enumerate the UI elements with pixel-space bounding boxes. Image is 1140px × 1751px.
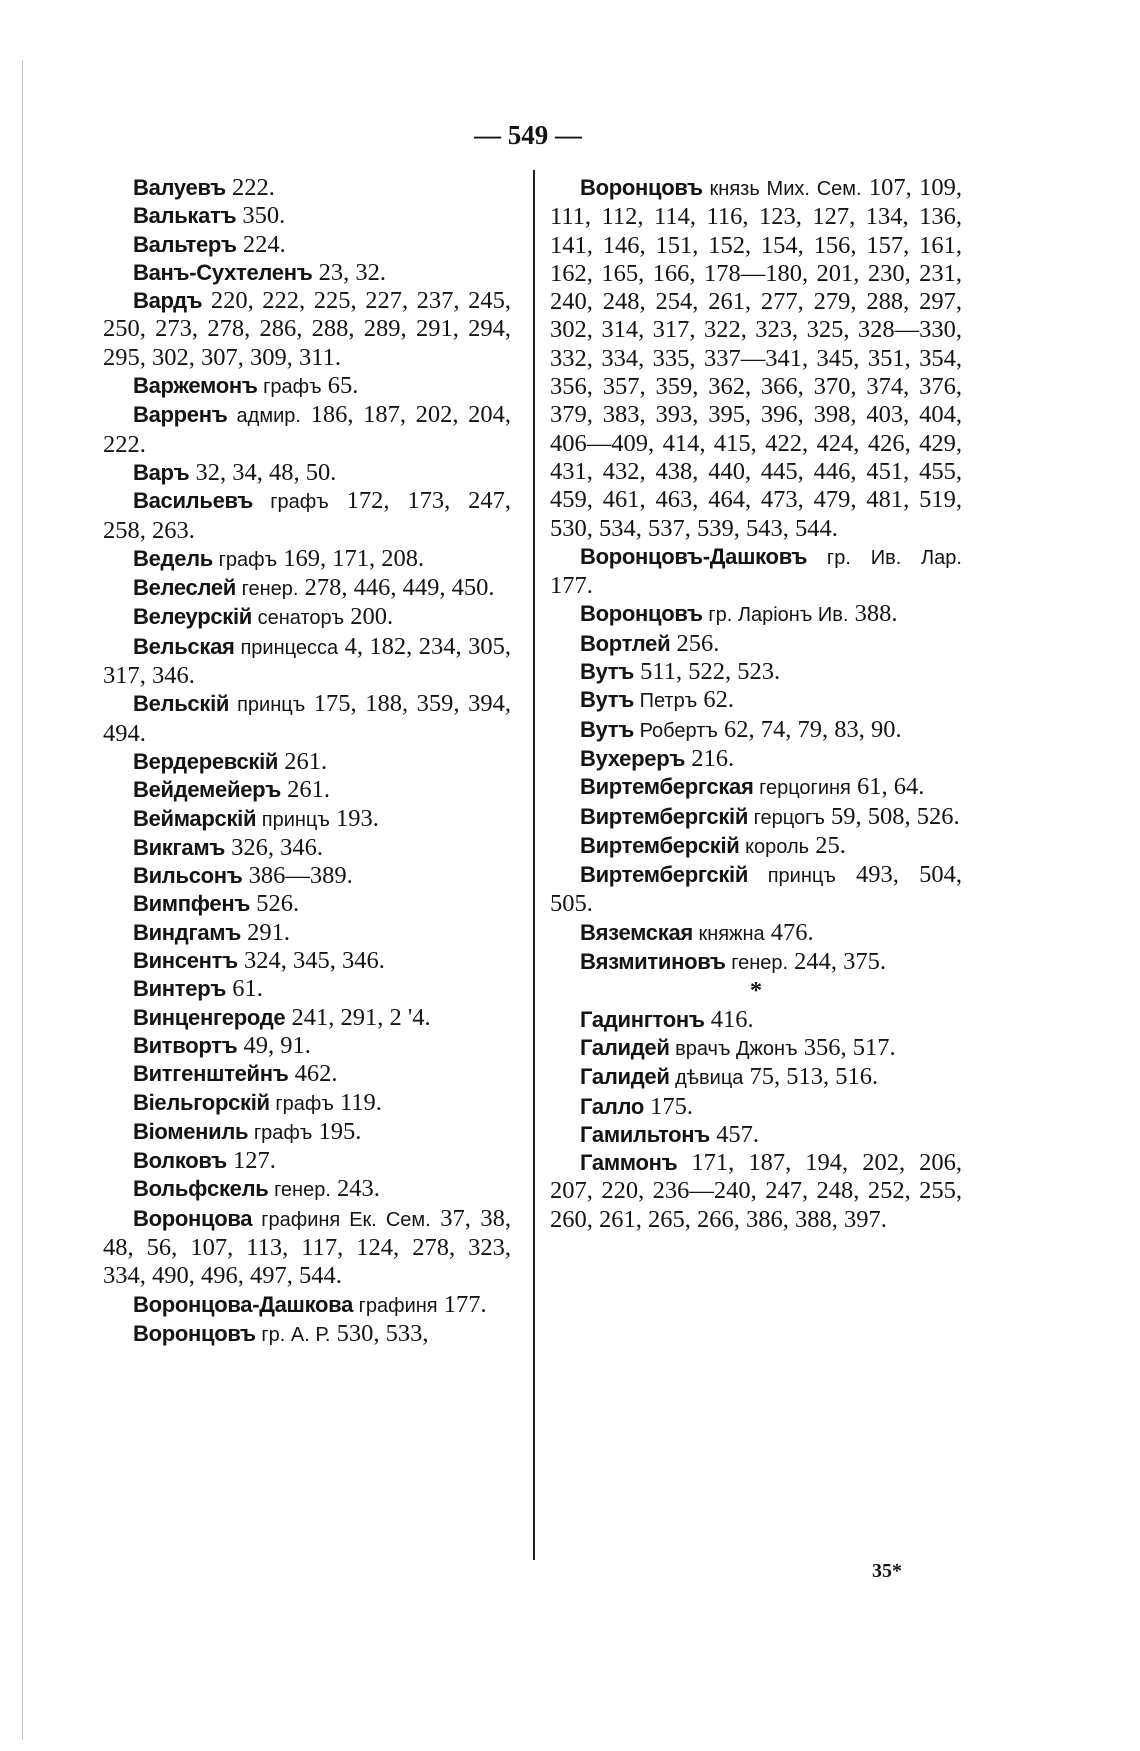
index-entry [550, 773, 962, 802]
entry-name: Воронцовъ [580, 175, 703, 200]
entry-name: Воронцовъ [580, 601, 703, 627]
entry-name: Викгамъ [133, 834, 226, 860]
index-entry [550, 658, 962, 686]
index-entry [103, 287, 511, 372]
entry-name: Валькатъ [133, 203, 237, 229]
entry-name: Валуевъ [133, 175, 226, 200]
entry-pages: 291. [240, 918, 290, 946]
index-entry [550, 1063, 962, 1092]
index-entry [103, 748, 511, 776]
entry-pages: 172, 173, 247, 258, 263. [103, 487, 511, 544]
index-entry [103, 805, 511, 834]
entry-name: Вельскій [133, 691, 230, 717]
entry-name: Гадингтонъ [580, 1006, 705, 1032]
entry-name: Вутъ [580, 687, 635, 713]
entry-pages: 220, 222, 225, 227, 237, 245, 250, 273, 278, 286, 288, 289, 291, 294, 295, 302, 307, 309, 311. [103, 287, 511, 371]
entry-pages: 61. [226, 975, 263, 1003]
page-edge-line [22, 60, 23, 1740]
entry-pages: 526. [250, 890, 300, 918]
entry-pages: 244, 375. [788, 948, 887, 976]
entry-pages: 356, 517. [797, 1033, 896, 1061]
index-entry [103, 174, 511, 202]
entry-pages: 75, 513, 516. [743, 1063, 879, 1091]
index-entry [103, 1320, 511, 1349]
entry-pages: 175, 188, 359, 394, 494. [103, 690, 511, 747]
entry-title: генер. [725, 952, 789, 975]
entry-pages: 261. [278, 747, 328, 775]
entry-name: Варжемонъ [133, 373, 258, 399]
index-entry [103, 574, 511, 603]
entry-pages: 224. [236, 230, 286, 258]
entry-title: графиня Ек. Сем. [252, 1208, 431, 1231]
index-entry [103, 401, 511, 459]
entry-pages: 350. [236, 202, 286, 230]
entry-name: Вердеревскій [133, 748, 279, 774]
entry-name: Винсентъ [133, 948, 238, 974]
index-entry [550, 1093, 962, 1121]
entry-pages: 457. [710, 1120, 760, 1148]
entry-name: Галло [580, 1093, 645, 1119]
index-entry [550, 948, 962, 977]
entry-pages: 216. [685, 744, 735, 772]
entry-pages: 462. [288, 1060, 338, 1088]
entry-pages: 169, 171, 208. [277, 544, 425, 572]
entry-title: графъ [213, 548, 278, 571]
entry-name: Віомениль [133, 1118, 249, 1144]
entry-pages: 37, 38, 48, 56, 107, 113, 117, 124, 278, 323, 334, 490, 496, 497, 544. [103, 1204, 511, 1290]
entry-title: принцъ [256, 808, 330, 831]
entry-name: Вортлей [580, 630, 671, 656]
index-entry [550, 861, 962, 919]
entry-name: Вардъ [133, 288, 203, 314]
entry-name: Варренъ [133, 402, 228, 428]
entry-pages: 256. [670, 629, 720, 657]
entry-pages: 416. [704, 1005, 754, 1033]
index-entry [103, 633, 511, 691]
entry-name: Воронцова [133, 1205, 253, 1231]
entry-name: Виртембергская [580, 774, 754, 800]
column-divider [533, 170, 535, 1560]
entry-name: Гамильтонъ [580, 1121, 711, 1147]
entry-pages: 476. [764, 918, 814, 946]
entry-name: Ванъ-Сухтеленъ [133, 259, 313, 285]
entry-title: Робертъ [634, 719, 718, 742]
entry-pages: 62. [697, 686, 734, 714]
entry-pages: 193. [329, 804, 379, 832]
entry-name: Вальтеръ [133, 231, 237, 257]
entry-pages: 59, 508, 526. [824, 802, 960, 830]
entry-title: врачъ Джонъ [669, 1037, 798, 1060]
index-entry [103, 603, 511, 632]
entry-title: генер. [268, 1179, 331, 1202]
entry-pages: 386—389. [242, 862, 353, 890]
entry-name: Витвортъ [133, 1032, 238, 1058]
entry-name: Варъ [133, 459, 190, 485]
entry-title: король [739, 835, 810, 858]
index-entry [550, 745, 962, 773]
entry-pages: 62, 74, 79, 83, 90. [717, 715, 902, 743]
index-entry [103, 1205, 511, 1291]
index-entry [103, 1032, 511, 1060]
index-entry [103, 975, 511, 1003]
entry-name: Вельская [133, 633, 235, 659]
index-entry [103, 834, 511, 862]
entry-pages: 195. [312, 1117, 362, 1145]
index-entry [550, 1149, 962, 1234]
entry-pages: 261. [281, 776, 331, 804]
entry-name: Волковъ [133, 1148, 227, 1174]
entry-pages: 511, 522, 523. [634, 658, 781, 686]
index-entry [103, 690, 511, 748]
entry-title: графъ [269, 1092, 334, 1115]
left-column [103, 174, 511, 1349]
index-entry [550, 1034, 962, 1063]
entry-name: Вязмитиновъ [580, 949, 726, 975]
entry-name: Воронцовъ [133, 1320, 256, 1346]
page-number: — 549 — [474, 120, 582, 150]
entry-title: княжна [692, 922, 765, 945]
index-entry [103, 1118, 511, 1147]
index-entry [550, 543, 962, 601]
entry-pages: 127. [226, 1147, 276, 1175]
index-entry [550, 686, 962, 715]
entry-name: Виртемберскій [580, 832, 740, 858]
entry-pages: 4, 182, 234, 305, 317, 346. [103, 632, 512, 690]
entry-name: Воронцова-Дашкова [133, 1291, 354, 1317]
entry-title: принцесса [234, 636, 339, 659]
entry-title: принцъ [748, 865, 836, 888]
index-entry [103, 372, 511, 401]
entry-pages: 278, 446, 449, 450. [298, 574, 495, 602]
entry-name: Вольфскель [133, 1176, 269, 1202]
entry-pages: 324, 345, 346. [237, 947, 385, 975]
entry-title: князь Мих. Сем. [702, 178, 862, 200]
entry-name: Велеурскій [133, 604, 253, 630]
entry-name: Виртембергскій [580, 862, 749, 888]
entry-pages: 175. [644, 1092, 694, 1120]
entry-title: гр. А. Р. [255, 1323, 331, 1346]
entry-pages: 61, 64. [850, 773, 925, 801]
index-entry [550, 803, 962, 832]
index-entry [550, 174, 962, 543]
index-entry [103, 1060, 511, 1088]
entry-title: герцогъ [748, 806, 825, 829]
entry-pages: 119. [333, 1088, 382, 1116]
entry-name: Вутъ [580, 659, 635, 685]
entry-name: Вейдемейеръ [133, 777, 282, 803]
entry-title: графиня [353, 1294, 438, 1317]
index-entry [103, 862, 511, 890]
index-entry [103, 545, 511, 574]
entry-pages: 49, 91. [237, 1031, 311, 1059]
index-entry [103, 459, 511, 487]
index-entry [103, 1175, 511, 1204]
entry-title: генер. [236, 578, 299, 601]
entry-pages: 388. [848, 600, 898, 628]
entry-name: Виндгамъ [133, 919, 241, 945]
entry-title: сенаторъ [252, 607, 345, 630]
entry-name: Вяземская [580, 919, 693, 945]
entry-title: герцогиня [753, 777, 851, 800]
index-entry [550, 630, 962, 658]
entry-name: Ведель [133, 545, 214, 571]
entry-pages: 222. [225, 174, 275, 201]
index-entry [103, 919, 511, 947]
printer-signature: 35* [872, 1560, 902, 1582]
section-separator: * [749, 977, 763, 1005]
entry-name: Велеслей [133, 575, 237, 601]
index-entry [103, 1004, 511, 1032]
entry-pages: 171, 187, 194, 202, 206, 207, 220, 236—240, 247, 248, 252, 255, 260, 261, 265, 266, 386, 388, 397. [550, 1149, 962, 1233]
index-entry [550, 1121, 962, 1149]
entry-name: Галидей [580, 1064, 670, 1090]
entry-name: Винтеръ [133, 976, 227, 1002]
entry-pages: 243. [330, 1175, 380, 1203]
entry-pages: 65. [321, 372, 359, 400]
index-entry [550, 716, 962, 745]
entry-name: Вильсонъ [133, 863, 243, 889]
entry-name: Вутъ [580, 716, 635, 742]
entry-name: Галидей [580, 1034, 670, 1060]
entry-title: графъ [257, 376, 322, 399]
entry-pages: 530, 533, [330, 1319, 429, 1347]
entry-pages: 493, 504, 505. [550, 861, 963, 918]
entry-pages: 177. [437, 1290, 487, 1318]
entry-pages: 186, 187, 202, 204, 222. [103, 401, 511, 458]
entry-title: графъ [248, 1121, 313, 1144]
index-entry [103, 231, 511, 259]
entry-title: гр. Ив. Лар. [807, 546, 962, 569]
entry-pages: 200. [344, 603, 394, 631]
entry-pages: 326, 346. [225, 833, 324, 861]
entry-title: адмир. [227, 405, 301, 428]
entry-title: графъ [252, 491, 329, 514]
entry-pages: 32, 34, 48, 50. [189, 458, 337, 486]
entry-name: Гаммонъ [580, 1150, 678, 1176]
entry-pages: 25. [809, 831, 846, 859]
entry-name: Васильевъ [133, 488, 253, 514]
index-entry [103, 487, 511, 545]
entry-title: гр. Ларіонъ Ив. [702, 604, 849, 627]
index-entry [103, 776, 511, 804]
index-entry [103, 259, 511, 287]
right-column [550, 174, 962, 1234]
entry-title: принцъ [229, 694, 306, 717]
index-entry [550, 600, 962, 629]
entry-pages: 177. [550, 572, 593, 600]
index-entry [550, 1006, 962, 1034]
index-entry [550, 919, 962, 948]
entry-name: Витгенштейнъ [133, 1061, 289, 1087]
entry-name: Виртембергскій [580, 803, 749, 829]
entry-pages: 241, 291, 2 '4. [285, 1003, 431, 1031]
entry-title: Петръ [634, 690, 698, 713]
entry-name: Винценгероде [133, 1004, 286, 1030]
index-entry [103, 1291, 511, 1320]
index-entry [103, 1089, 511, 1118]
entry-name: Віельгорскій [133, 1089, 270, 1115]
entry-pages: 23, 32. [312, 258, 386, 286]
entry-title: дѣвица [669, 1067, 744, 1090]
index-entry [550, 832, 962, 861]
entry-name: Вимпфенъ [133, 891, 251, 917]
entry-name: Воронцовъ-Дашковъ [580, 543, 808, 569]
entry-name: Вухереръ [580, 745, 686, 771]
index-entry [103, 890, 511, 918]
index-entry [103, 947, 511, 975]
entry-name: Веймарскій [133, 805, 257, 831]
index-entry [103, 202, 511, 230]
index-entry [103, 1147, 511, 1175]
entry-pages: 107, 109, 111, 112, 114, 116, 123, 127, 134, 136, 141, 146, 151, 152, 154, 156, 157, 161, 162, 165, 166, 178—180, 201, 230, 231, 240, 248, 254, 261, 277, 279, 288, 297, 302, 314, 317, 322, 323, 325, 328—330, 332, 334, 335, 337—341, 345, 351, 354, 356, 357, 359, 362, 366, 370, 374, 376, 379, 383, 393, 395, 396, 398, 403, 404, 406—409, 414, 415, 422, 424, 426, 429, 431, 432, 438, 440, 445, 446, 451, 455, 459, 461, 463, 464, 473, 479, 481, 519, 530, 534, 537, 539, 543, 544. [550, 174, 963, 542]
